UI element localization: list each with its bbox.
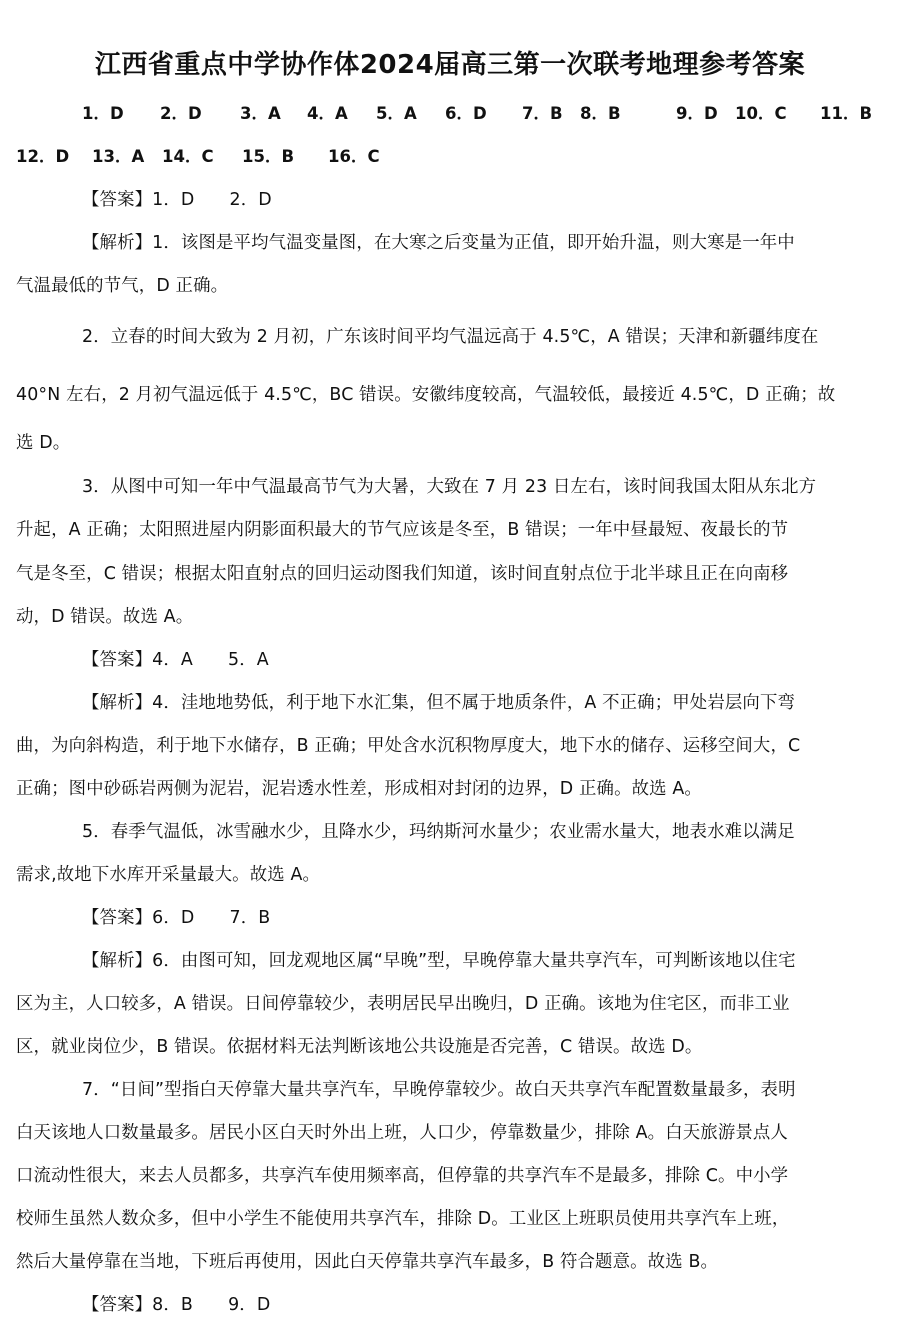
answer-header-4-5: 【答案】4．A 5．A — [82, 650, 269, 670]
answer-item: 2．D — [160, 104, 202, 123]
analysis-line: 40°N 左右，2 月初气温远低于 4.5℃，BC 错误。安徽纬度较高，气温较低，最接近 4.5℃，D 正确；故 — [16, 385, 836, 405]
analysis-line: 2．立春的时间大致为 2 月初，广东该时间平均气温远高于 4.5℃，A 错误；天津和新疆纬度在 — [82, 327, 819, 347]
answer-item: 11．B — [820, 104, 873, 123]
analysis-line: 3．从图中可知一年中气温最高节气为大暑，大致在 7 月 23 日左右，该时间我国太阳从东北方 — [82, 477, 817, 497]
analysis-line: 升起，A 正确；太阳照进屋内阴影面积最大的节气应该是冬至，B 错误；一年中昼最短、夜最长的节 — [16, 520, 789, 540]
analysis-line: 然后大量停靠在当地，下班后再使用，因此白天停靠共享汽车最多，B 符合题意。故选 B。 — [16, 1252, 719, 1272]
answer-item: 13．A — [92, 147, 145, 166]
answer-item: 5．A — [376, 104, 417, 123]
answer-item: 14．C — [162, 147, 214, 166]
analysis-line: 白天该地人口数量最多。居民小区白天时外出上班，人口少，停靠数量少，排除 A。白天旅游景点人 — [16, 1123, 788, 1143]
answer-item: 8．B — [580, 104, 621, 123]
analysis-line: 气是冬至，C 错误；根据太阳直射点的回归运动图我们知道，该时间直射点位于北半球且正在向南移 — [16, 564, 789, 584]
answer-item: 12．D — [16, 147, 70, 166]
answer-item: 6．D — [445, 104, 487, 123]
analysis-line: 5．春季气温低，冰雪融水少，且降水少，玛纳斯河水量少；农业需水量大，地表水难以满足 — [82, 822, 795, 842]
answer-header-8-9: 【答案】8．B 9．D — [82, 1295, 271, 1315]
answer-item: 9．D — [676, 104, 718, 123]
answer-header-1-2: 【答案】1．D 2．D — [82, 190, 272, 210]
answer-item: 15．B — [242, 147, 295, 166]
page-title: 江西省重点中学协作体2024届高三第一次联考地理参考答案 — [94, 50, 806, 80]
analysis-line: 曲，为向斜构造，利于地下水储存，B 正确；甲处含水沉积物厚度大，地下水的储存、运移空间大，C — [16, 736, 801, 756]
analysis-line: 气温最低的节气，D 正确。 — [16, 276, 229, 296]
analysis-line: 【解析】1．该图是平均气温变量图，在大寒之后变量为正值，即开始升温，则大寒是一年中 — [82, 233, 795, 253]
answer-item: 10．C — [735, 104, 787, 123]
answer-header-6-7: 【答案】6．D 7．B — [82, 908, 271, 928]
answer-item: 7．B — [522, 104, 563, 123]
analysis-line: 选 D。 — [16, 433, 71, 453]
analysis-line: 【解析】6．由图可知，回龙观地区属“早晚”型，早晚停靠大量共享汽车，可判断该地以住宅 — [82, 951, 796, 971]
answer-summary-row-2 — [0, 143, 900, 167]
analysis-line: 口流动性很大，来去人员都多，共享汽车使用频率高，但停靠的共享汽车不是最多，排除 C。中小学 — [16, 1166, 789, 1186]
answer-item: 3．A — [240, 104, 281, 123]
answer-item: 16．C — [328, 147, 380, 166]
analysis-line: 7．“日间”型指白天停靠大量共享汽车，早晚停靠较少。故白天共享汽车配置数量最多，表明 — [82, 1080, 796, 1100]
analysis-line: 校师生虽然人数众多，但中小学生不能使用共享汽车，排除 D。工业区上班职员使用共享汽车上班， — [16, 1209, 790, 1229]
analysis-line: 区为主，人口较多，A 错误。日间停靠较少，表明居民早出晚归，D 正确。该地为住宅区，而非工业 — [16, 994, 790, 1014]
analysis-line: 【解析】4．洼地地势低，利于地下水汇集，但不属于地质条件，A 不正确；甲处岩层向下弯 — [82, 693, 796, 713]
analysis-line: 需求,故地下水库开采量最大。故选 A。 — [16, 865, 321, 885]
answer-item: 1．D — [82, 104, 124, 123]
analysis-line: 正确；图中砂砾岩两侧为泥岩，泥岩透水性差，形成相对封闭的边界，D 正确。故选 A。 — [16, 779, 702, 799]
answer-item: 4．A — [307, 104, 348, 123]
analysis-line: 动，D 错误。故选 A。 — [16, 607, 194, 627]
answer-summary-row-1 — [0, 100, 900, 124]
analysis-line: 区，就业岗位少，B 错误。依据材料无法判断该地公共设施是否完善，C 错误。故选 D。 — [16, 1037, 703, 1057]
